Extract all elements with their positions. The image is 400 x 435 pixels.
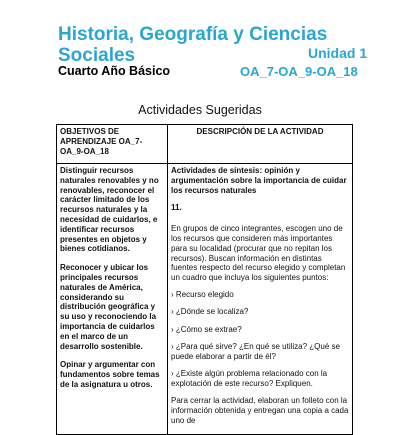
table-header-row	[57, 125, 353, 164]
document-title: Historia, Geografía y Ciencias Sociales	[58, 24, 328, 66]
list-item: › ¿Cómo se extrae?	[171, 324, 242, 334]
objective-codes: OA_7-OA_9-OA_18	[240, 64, 358, 79]
activities-table	[56, 124, 353, 435]
list-item: › ¿Para qué sirve? ¿En qué se utiliza? ¿Qué se puede elaborar a partir de él?	[171, 341, 340, 361]
activity-number: 11.	[171, 203, 182, 213]
activity-intro: En grupos de cinco integrantes, escogen uno de los recursos que consideren más importantes para su localidad (procurar que no repitan los recursos). Buscan información en distintas fuentes respecto del recurso elegido y completan un cuadro que incluya los siguientes puntos:	[171, 224, 346, 283]
activity-cell	[168, 164, 353, 435]
grade-level: Cuarto Año Básico	[58, 64, 171, 78]
objectives-column-header: OBJETIVOS DE APRENDIZAJE OA_7-OA_9-OA_18	[57, 125, 168, 164]
objective-item: Opinar y argumentar con fundamentos sobre temas de la asignatura u otros.	[60, 360, 160, 389]
unit-label: Unidad 1	[308, 45, 368, 61]
objective-item: Distinguir recursos naturales renovables y no renovables, reconocer el carácter limitado de los recursos naturales y la necesidad de cuidarlos, e identificar recursos presentes en objetos y bienes cotidianos.	[60, 166, 159, 254]
table-row	[57, 164, 353, 435]
objectives-cell	[57, 164, 168, 435]
list-item: › Recurso elegido	[171, 289, 234, 299]
list-item: › ¿Dónde se localiza?	[171, 307, 249, 317]
activity-closing: Para cerrar la actividad, elaboran un folleto con la información obtenida y entregan una copia a cada uno de	[171, 396, 349, 425]
activity-column-header: DESCRIPCIÓN DE LA ACTIVIDAD	[168, 125, 353, 164]
list-item: › ¿Existe algún problema relacionado con la explotación de este recurso? Expliquen.	[171, 368, 328, 388]
section-title: Actividades Sugeridas	[138, 103, 262, 117]
activity-heading: Actividades de síntesis: opinión y argumentación sobre la importancia de cuidar los recursos naturales	[171, 166, 347, 195]
objective-item: Reconocer y ubicar los principales recursos naturales de América, considerando su distribución geográfica y su uso y reconociendo la importancia de cuidarlos en el marco de un desarrollo sostenible.	[60, 263, 157, 351]
